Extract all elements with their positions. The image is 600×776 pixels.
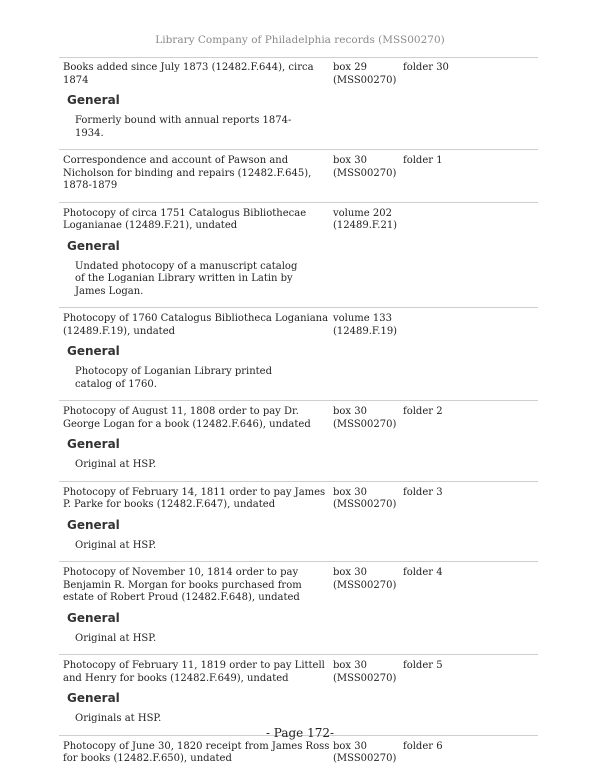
list-item bbox=[59, 57, 538, 150]
entry-folder: folder 30 bbox=[403, 62, 449, 73]
entry-container: box 30 (MSS00270) bbox=[333, 660, 397, 684]
list-item bbox=[59, 736, 538, 775]
entry-container: box 29 (MSS00270) bbox=[333, 62, 397, 86]
entry-folder: folder 3 bbox=[403, 486, 443, 498]
list-item bbox=[59, 308, 538, 401]
page-number: - Page 172- bbox=[265, 726, 335, 740]
entry-description: Photocopy of February 11, 1819 order to pay Littell and Henry for books (12482.F.649), undated bbox=[63, 660, 325, 684]
note-heading: General bbox=[67, 517, 120, 532]
note-text: Undated photocopy of a manuscript catalog of the Loganian Library written in Latin by James Logan. bbox=[75, 260, 298, 297]
entries-list bbox=[59, 57, 538, 775]
note-text: Formerly bound with annual reports 1874-1934. bbox=[75, 115, 292, 139]
entry-description: Photocopy of August 11, 1808 order to pay Dr. George Logan for a book (12482.F.646), undated bbox=[63, 406, 311, 430]
page-header: Library Company of Philadelphia records (MSS00270) bbox=[155, 34, 445, 46]
entry-container: box 30 (MSS00270) bbox=[333, 567, 397, 591]
list-item bbox=[59, 401, 538, 482]
entry-container: box 30 (MSS00270) bbox=[333, 486, 397, 510]
entry-container: box 30 (MSS00270) bbox=[333, 155, 397, 179]
note-text: Original at HSP. bbox=[75, 632, 157, 644]
note-text: Originals at HSP. bbox=[75, 713, 162, 724]
entry-description: Photocopy of February 14, 1811 order to pay James P. Parke for books (12482.F.647), undated bbox=[63, 486, 326, 510]
list-item bbox=[59, 150, 538, 203]
note-heading: General bbox=[67, 344, 120, 358]
note-heading: General bbox=[67, 437, 120, 451]
entry-description: Photocopy of circa 1751 Catalogus Bibliothecae Loganianae (12489.F.21), undated bbox=[63, 207, 307, 231]
note-heading: General bbox=[67, 610, 120, 625]
note-text: Original at HSP. bbox=[75, 539, 157, 551]
entry-container: volume 202 (12489.F.21) bbox=[333, 207, 398, 231]
entry-description: Correspondence and account of Pawson and Nicholson for binding and repairs (12482.F.645), 1878-1879 bbox=[63, 155, 312, 191]
entry-folder: folder 1 bbox=[403, 155, 443, 166]
entry-description: Photocopy of June 30, 1820 receipt from James Ross for books (12482.F.650), undated bbox=[63, 740, 330, 764]
note-heading: General bbox=[67, 238, 120, 253]
entry-folder: folder 2 bbox=[403, 406, 443, 417]
note-text: Photocopy of Loganian Library printed catalog of 1760. bbox=[75, 366, 272, 390]
list-item bbox=[59, 203, 538, 309]
entry-folder bbox=[403, 313, 503, 338]
entry-description: Photocopy of 1760 Catalogus Bibliotheca Loganiana (12489.F.19), undated bbox=[63, 313, 329, 337]
entry-folder: folder 6 bbox=[403, 740, 443, 752]
entry-container: box 30 (MSS00270) bbox=[333, 406, 397, 430]
entry-folder: folder 5 bbox=[403, 660, 443, 671]
entry-description: Photocopy of November 10, 1814 order to pay Benjamin R. Morgan for books purchased from estate of Robert Proud (12482.F.648), undated bbox=[63, 567, 302, 603]
list-item bbox=[59, 655, 538, 736]
note-heading: General bbox=[67, 691, 120, 705]
note-heading: General bbox=[67, 93, 120, 107]
list-item bbox=[59, 482, 538, 563]
entry-container: volume 133 (12489.F.19) bbox=[333, 313, 398, 337]
list-item bbox=[59, 562, 538, 655]
entry-container: box 30 (MSS00270) bbox=[333, 740, 397, 764]
entry-description: Books added since July 1873 (12482.F.644), circa 1874 bbox=[63, 62, 314, 86]
entry-folder: folder 4 bbox=[403, 567, 443, 578]
note-text: Original at HSP. bbox=[75, 459, 157, 470]
entry-folder bbox=[403, 208, 503, 233]
